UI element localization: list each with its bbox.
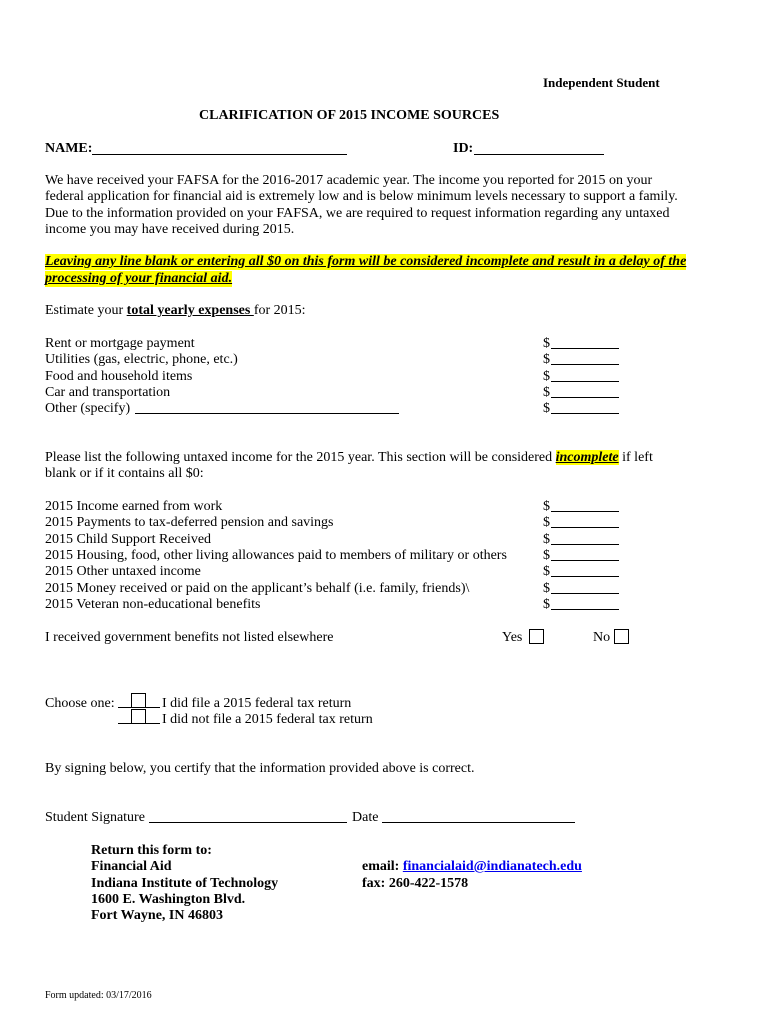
id-label: ID: bbox=[453, 141, 474, 156]
filed-option-label: I did file a 2015 federal tax return bbox=[162, 696, 352, 711]
address-line: Financial Aid bbox=[91, 859, 172, 874]
expense-item-label: Rent or mortgage payment bbox=[45, 336, 195, 351]
expense-item-label: Food and household items bbox=[45, 369, 193, 384]
expense-amount-field[interactable] bbox=[551, 413, 619, 414]
untaxed-item-label: 2015 Other untaxed income bbox=[45, 564, 201, 579]
address-line: Indiana Institute of Technology bbox=[91, 876, 279, 891]
address-line: 1600 E. Washington Blvd. bbox=[91, 892, 246, 907]
untaxed-item-label: 2015 Money received or paid on the applicant’s behalf (i.e. family, friends)\ bbox=[45, 581, 470, 596]
untaxed-amount-field[interactable] bbox=[551, 544, 619, 545]
untaxed-amount-field[interactable] bbox=[551, 609, 619, 610]
currency-symbol: $ bbox=[543, 564, 550, 579]
email-row bbox=[362, 859, 582, 875]
currency-symbol: $ bbox=[543, 532, 550, 547]
expense-item-label: Utilities (gas, electric, phone, etc.) bbox=[45, 352, 238, 367]
other-specify-field[interactable] bbox=[135, 413, 399, 414]
benefits-yes-label: Yes bbox=[502, 630, 523, 645]
expenses-intro-suffix: for 2015: bbox=[253, 303, 306, 318]
intro-line: We have received your FAFSA for the 2016-2017 academic year. The income you reported for 2015 on your bbox=[45, 173, 653, 188]
email-link[interactable]: financialaid@indianatech.edu bbox=[402, 859, 582, 874]
currency-symbol: $ bbox=[543, 499, 550, 514]
untaxed-intro bbox=[45, 450, 653, 466]
intro-line: federal application for financial aid is extremely low and is below minimum levels necessary to support a family. bbox=[45, 189, 678, 204]
expense-item-label: Other (specify) bbox=[45, 401, 131, 416]
not-filed-checkbox[interactable] bbox=[131, 709, 146, 724]
fax-label: fax: bbox=[362, 876, 386, 891]
benefits-label: I received government benefits not listed elsewhere bbox=[45, 630, 334, 645]
signature-label: Student Signature bbox=[45, 810, 145, 825]
warning-line: processing of your financial aid. bbox=[45, 271, 233, 286]
intro-line: income you may have received during 2015. bbox=[45, 222, 295, 237]
id-field[interactable] bbox=[474, 154, 604, 155]
untaxed-item-label: 2015 Income earned from work bbox=[45, 499, 223, 514]
expense-amount-field[interactable] bbox=[551, 348, 619, 349]
untaxed-intro-line2: blank or if it contains all $0: bbox=[45, 466, 204, 481]
date-field[interactable] bbox=[382, 822, 575, 823]
choose-one-label: Choose one: bbox=[45, 696, 115, 711]
currency-symbol: $ bbox=[543, 515, 550, 530]
benefits-yes-checkbox[interactable] bbox=[529, 629, 544, 644]
return-heading: Return this form to: bbox=[91, 843, 212, 858]
expenses-intro bbox=[45, 303, 306, 319]
untaxed-intro-emphasis: incomplete bbox=[555, 450, 619, 465]
not-filed-option-label: I did not file a 2015 federal tax return bbox=[162, 712, 373, 727]
untaxed-item-label: 2015 Housing, food, other living allowances paid to members of military or others bbox=[45, 548, 507, 563]
currency-symbol: $ bbox=[543, 401, 550, 416]
warning-line: Leaving any line blank or entering all $0 on this form will be considered incomplete and result in a delay of the bbox=[45, 254, 687, 269]
date-label: Date bbox=[352, 810, 379, 825]
expense-amount-field[interactable] bbox=[551, 397, 619, 398]
expenses-intro-prefix: Estimate your bbox=[45, 303, 127, 318]
untaxed-intro-suffix: if left bbox=[618, 450, 653, 465]
intro-line: Due to the information provided on your FAFSA, we are required to request information regarding any untaxed bbox=[45, 206, 670, 221]
student-type-label: Independent Student bbox=[543, 75, 660, 90]
currency-symbol: $ bbox=[543, 581, 550, 596]
untaxed-item-label: 2015 Veteran non-educational benefits bbox=[45, 597, 261, 612]
currency-symbol: $ bbox=[543, 336, 550, 351]
certify-statement: By signing below, you certify that the information provided above is correct. bbox=[45, 761, 475, 776]
benefits-no-label: No bbox=[593, 630, 611, 645]
form-title: CLARIFICATION OF 2015 INCOME SOURCES bbox=[199, 108, 500, 123]
expense-amount-field[interactable] bbox=[551, 364, 619, 365]
untaxed-amount-field[interactable] bbox=[551, 527, 619, 528]
untaxed-item-label: 2015 Child Support Received bbox=[45, 532, 212, 547]
currency-symbol: $ bbox=[543, 548, 550, 563]
untaxed-amount-field[interactable] bbox=[551, 593, 619, 594]
currency-symbol: $ bbox=[543, 385, 550, 400]
expense-item-label: Car and transportation bbox=[45, 385, 171, 400]
untaxed-amount-field[interactable] bbox=[551, 576, 619, 577]
currency-symbol: $ bbox=[543, 352, 550, 367]
currency-symbol: $ bbox=[543, 369, 550, 384]
form-updated-date: Form updated: 03/17/2016 bbox=[45, 990, 152, 1001]
expense-amount-field[interactable] bbox=[551, 381, 619, 382]
benefits-no-checkbox[interactable] bbox=[614, 629, 629, 644]
currency-symbol: $ bbox=[543, 597, 550, 612]
untaxed-amount-field[interactable] bbox=[551, 511, 619, 512]
email-label: email: bbox=[362, 859, 400, 874]
untaxed-intro-prefix: Please list the following untaxed income for the 2015 year. This section will be considered bbox=[45, 450, 556, 465]
fax-row bbox=[362, 876, 468, 892]
name-field[interactable] bbox=[92, 154, 347, 155]
expenses-intro-emphasis: total yearly expenses bbox=[126, 303, 254, 318]
fax-number: 260-422-1578 bbox=[388, 876, 469, 891]
address-line: Fort Wayne, IN 46803 bbox=[91, 908, 223, 923]
signature-field[interactable] bbox=[149, 822, 347, 823]
untaxed-amount-field[interactable] bbox=[551, 560, 619, 561]
name-label: NAME: bbox=[45, 141, 93, 156]
untaxed-item-label: 2015 Payments to tax-deferred pension and savings bbox=[45, 515, 334, 530]
filed-checkbox[interactable] bbox=[131, 693, 146, 708]
